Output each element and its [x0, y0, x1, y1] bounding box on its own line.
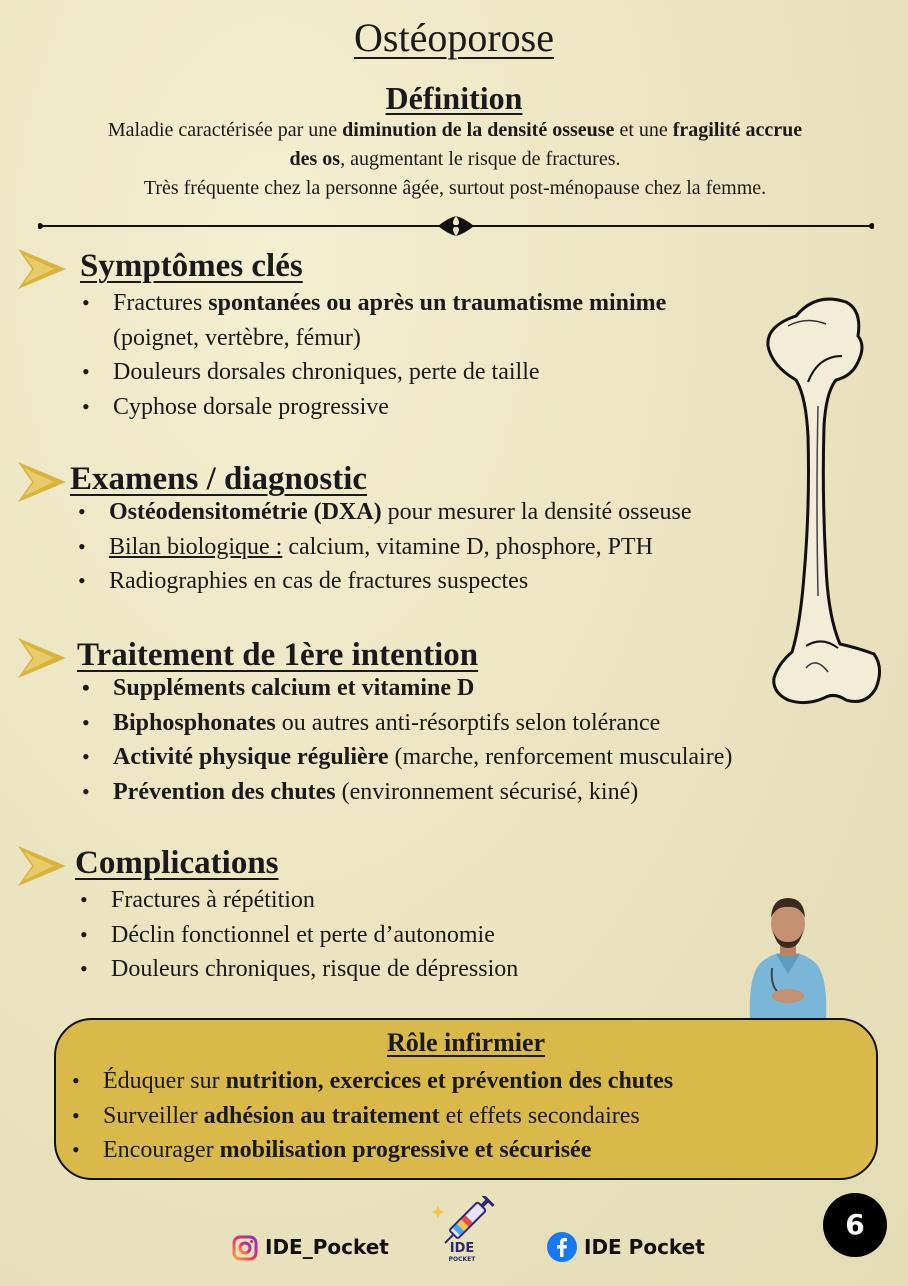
list-item-text: calcium, vitamine D, phosphore, PTH [282, 533, 653, 560]
arrow-bullet-icon [18, 638, 66, 678]
list-item: • Radiographies en cas de fractures suspectes [78, 564, 692, 599]
list-item-bold: Prévention des chutes [113, 778, 336, 805]
definition-text [30, 116, 880, 203]
list-item [72, 1133, 673, 1168]
list-item-text: (environnement sécurisé, kiné) [335, 778, 639, 805]
definition-heading: Définition [385, 80, 523, 116]
logo-subtext: POCKET [448, 1256, 476, 1263]
examens-list [78, 495, 692, 599]
list-item: • Fractures à répétition [80, 883, 518, 918]
definition-text-bold: des os [289, 148, 341, 170]
traitement-list [82, 671, 732, 809]
list-item-text: (poignet, vertèbre, fémur) [113, 324, 361, 351]
list-item-bold: Ostéodensitométrie (DXA) [109, 499, 382, 525]
list-item: • Déclin fonctionnel et perte d’autonomie [80, 918, 518, 953]
section-heading-complications: Complications [75, 845, 279, 881]
list-item-text: Surveiller [103, 1102, 204, 1129]
list-item [82, 286, 666, 355]
role-list [72, 1064, 673, 1168]
definition-text-part: et une [614, 119, 673, 141]
list-item-text: Fractures [113, 290, 209, 316]
list-item [82, 775, 732, 810]
facebook-handle[interactable]: IDE Pocket [584, 1235, 705, 1259]
list-item [82, 706, 732, 741]
list-item [72, 1064, 673, 1099]
symptomes-list [82, 286, 666, 424]
role-infirmier-heading: Rôle infirmier [386, 1028, 546, 1057]
list-item-bold: Biphosphonates [113, 709, 276, 736]
list-item: • Douleurs dorsales chroniques, perte de taille [82, 355, 666, 390]
logo-text: IDE [449, 1241, 475, 1256]
bone-illustration [766, 296, 886, 710]
list-item-text: pour mesurer la densité osseuse [381, 499, 692, 525]
definition-text-part: Maladie caractérisée par une [107, 119, 343, 141]
definition-text-part: Très fréquente chez la personne âgée, surtout post-ménopause chez la femme. [143, 177, 767, 199]
list-item-text: Encourager [103, 1137, 220, 1163]
list-item-text: (marche, renforcement musculaire) [388, 744, 733, 770]
facebook-icon[interactable] [547, 1232, 577, 1262]
list-item: • Douleurs chroniques, risque de dépression [80, 952, 518, 987]
list-item-text: ou autres anti-résorptifs selon tolérance [275, 709, 661, 736]
list-item [72, 1099, 673, 1134]
definition-text-bold: diminution de la densité osseuse [342, 119, 615, 141]
list-item [78, 495, 692, 530]
list-item-bold: , [317, 1068, 330, 1094]
arrow-bullet-icon [18, 846, 66, 886]
complications-list [80, 883, 518, 987]
list-item-text: Éduquer sur [103, 1068, 226, 1094]
arrow-bullet-icon [18, 462, 66, 502]
ornament-divider [38, 214, 874, 238]
definition-text-part: , augmentant le risque de fractures. [340, 148, 621, 170]
list-item-bold: spontanées ou après un traumatisme minime [208, 290, 667, 316]
page-title: Ostéoporose [354, 15, 554, 60]
list-item [82, 740, 732, 775]
list-item: • Cyphose dorsale progressive [82, 390, 666, 425]
list-item-bold: exercices et prévention des chutes [329, 1068, 674, 1094]
section-heading-symptomes: Symptômes clés [80, 248, 303, 284]
list-item-text: et effets secondaires [439, 1102, 640, 1129]
list-item: • Suppléments calcium et vitamine D [82, 671, 732, 706]
section-heading-traitement: Traitement de 1ère intention [77, 637, 479, 673]
definition-text-bold: fragilité accrue [672, 119, 803, 141]
instagram-handle[interactable]: IDE_Pocket [265, 1235, 389, 1259]
instagram-icon[interactable] [232, 1235, 258, 1261]
list-item-bold: mobilisation progressive et sécurisée [219, 1137, 592, 1163]
list-item-underlined: Bilan biologique : [109, 533, 283, 560]
arrow-bullet-icon [18, 249, 66, 289]
list-item [78, 530, 692, 565]
list-item-bold: Activité physique régulière [113, 744, 389, 770]
list-item-bold: adhésion au traitement [203, 1102, 440, 1129]
list-item-bold: nutrition [225, 1068, 318, 1094]
page-number-badge: 6 [823, 1193, 887, 1257]
nurse-illustration [742, 890, 834, 1018]
section-heading-examens: Examens / diagnostic [70, 461, 368, 497]
